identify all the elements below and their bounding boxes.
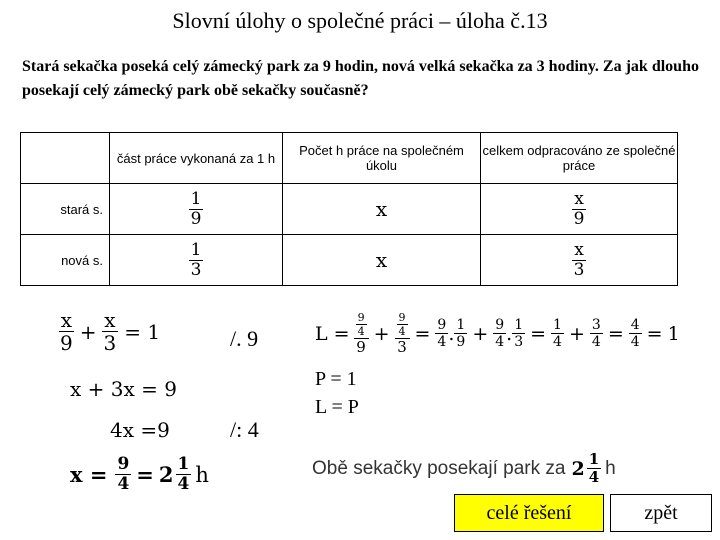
fraction: $\frac{9}{4}$: [437, 317, 447, 350]
work-table: [20, 132, 678, 286]
equation-2: x + 3x = 9: [70, 377, 177, 401]
operation-multiply: /. 9: [230, 326, 259, 351]
fraction: $\frac{1}{4}$: [177, 454, 190, 494]
header-part-per-hour: část práce vykonaná za 1 h: [110, 133, 283, 184]
fraction: $\frac{9}{4}$: [495, 317, 505, 350]
header-total-work: celkem odpracováno ze společné práce: [481, 133, 678, 184]
table-row: [21, 235, 678, 286]
total-cell: [481, 184, 678, 235]
row-label: stará s.: [21, 184, 110, 235]
compound-fraction: $\frac{\frac{9}{4}}{3}$: [395, 312, 410, 355]
operation-divide: /: 4: [230, 417, 259, 442]
total-cell: [481, 235, 678, 286]
fraction: $\frac{1}{9}$: [190, 188, 202, 229]
problem-statement: Stará sekačka poseká celý zámecký park za 9 hodin, nová velká sekačka za 3 hodiny. Za jak dlouho posekají celý zámecký park obě sekačky současně?: [22, 58, 699, 99]
hours-cell: x: [283, 184, 481, 235]
answer-sentence: Obě sekačky posekají park za 2 $\frac{1}{4}$ h: [312, 450, 616, 486]
compound-fraction: $\frac{\frac{9}{4}}{9}$: [354, 312, 369, 355]
header-hours-worked: Počet h práce na společném úkolu: [283, 133, 481, 184]
equation-3: 4x =9: [110, 418, 170, 442]
table-row: [21, 184, 678, 235]
fraction: $\frac{1}{9}$: [456, 317, 466, 350]
check-equation: L = $\frac{\frac{9}{4}}{9}$ + $\frac{\frac{9}{4}}{3}$ = $\frac{9}{4}$ . $\frac{1}{9}$ + $\frac{9}{4}$ . $\frac{1}{3}$ = $\frac{1}{4}$ + $\frac{3}{4}$ = $\frac{4}{4}$ = 1: [315, 311, 680, 356]
part-cell: [110, 235, 283, 286]
equation-1: $\frac{x}{9}$ + $\frac{x}{3}$ = 1: [60, 308, 161, 355]
table-header-row: [21, 133, 678, 184]
fraction: $\frac{x}{9}$: [60, 308, 73, 355]
check-conclusion: L = P: [315, 396, 359, 418]
part-cell: [110, 184, 283, 235]
fraction: $\frac{x}{9}$: [573, 188, 585, 229]
fraction: $\frac{x}{3}$: [573, 239, 585, 280]
full-solution-button[interactable]: celé řešení: [454, 494, 604, 532]
header-empty-cell: [21, 133, 110, 184]
back-button[interactable]: zpět: [610, 494, 712, 532]
fraction: $\frac{1}{4}$: [588, 450, 600, 486]
fraction: $\frac{3}{4}$: [591, 317, 601, 350]
fraction: $\frac{1}{3}$: [190, 239, 202, 280]
fraction: $\frac{1}{3}$: [514, 317, 524, 350]
page-title: Slovní úlohy o společné práci – úloha č.13: [172, 8, 548, 33]
hours-cell: x: [283, 235, 481, 286]
result-equation: x = $\frac{9}{4}$ = 2 $\frac{1}{4}$ h: [70, 454, 209, 494]
fraction: $\frac{9}{4}$: [117, 454, 130, 494]
fraction: $\frac{1}{4}$: [553, 317, 562, 350]
fraction: $\frac{x}{3}$: [103, 308, 117, 355]
row-label: nová s.: [21, 235, 110, 286]
fraction: $\frac{4}{4}$: [630, 317, 640, 350]
check-right-side: P = 1: [315, 368, 357, 390]
